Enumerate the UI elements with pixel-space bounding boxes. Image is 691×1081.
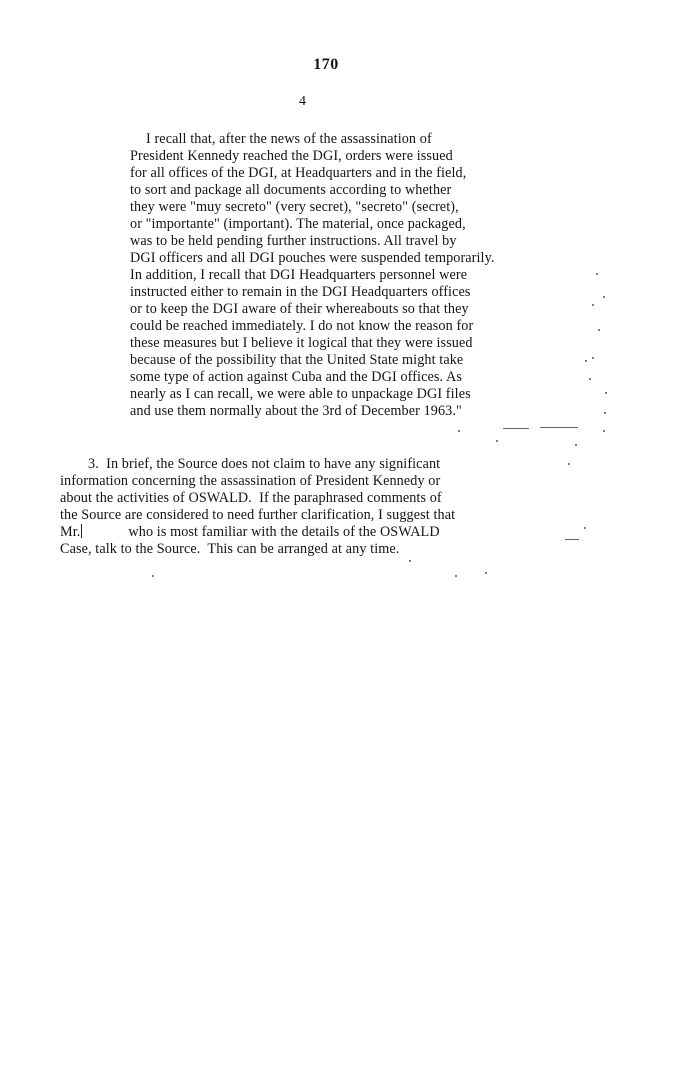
mr-label: Mr. xyxy=(60,524,81,540)
quote-line: was to be held pending further instructions. All travel by xyxy=(130,233,457,249)
redaction-mark xyxy=(81,524,82,538)
quote-line: could be reached immediately. I do not know the reason for xyxy=(130,318,474,334)
quote-line: President Kennedy reached the DGI, orders were issued xyxy=(130,148,453,164)
sub-page-number: 4 xyxy=(299,94,306,109)
quote-line: instructed either to remain in the DGI Headquarters offices xyxy=(130,284,471,300)
quote-line: or to keep the DGI aware of their whereabouts so that they xyxy=(130,301,469,317)
paragraph-line: 3. In brief, the Source does not claim to have any significant xyxy=(88,456,441,472)
quote-line: to sort and package all documents according to whether xyxy=(130,182,452,198)
paragraph-line: information concerning the assassination of President Kennedy or xyxy=(60,473,441,489)
paragraph-line: Case, talk to the Source. This can be arranged at any time. xyxy=(60,541,400,557)
quote-line: or "importante" (important). The material, once packaged, xyxy=(130,216,466,232)
quote-line: DGI officers and all DGI pouches were suspended temporarily. xyxy=(130,250,495,266)
paragraph-line-rest: who is most familiar with the details of the OSWALD xyxy=(128,524,440,540)
paragraph-line: the Source are considered to need further clarification, I suggest that xyxy=(60,507,456,523)
quote-line: some type of action against Cuba and the DGI offices. As xyxy=(130,369,462,385)
paragraph-line: about the activities of OSWALD. If the paraphrased comments of xyxy=(60,490,442,506)
page-number: 170 xyxy=(313,56,339,73)
quote-line: nearly as I can recall, we were able to unpackage DGI files xyxy=(130,386,471,402)
paragraph-line xyxy=(60,524,440,541)
quote-line: because of the possibility that the United State might take xyxy=(130,352,464,368)
quote-line: these measures but I believe it logical that they were issued xyxy=(130,335,473,351)
quote-line: they were "muy secreto" (very secret), "secreto" (secret), xyxy=(130,199,459,215)
quote-line: In addition, I recall that DGI Headquarters personnel were xyxy=(130,267,468,283)
quote-line: for all offices of the DGI, at Headquarters and in the field, xyxy=(130,165,467,181)
quote-line: I recall that, after the news of the assassination of xyxy=(146,131,432,147)
quote-line: and use them normally about the 3rd of December 1963." xyxy=(130,403,462,419)
